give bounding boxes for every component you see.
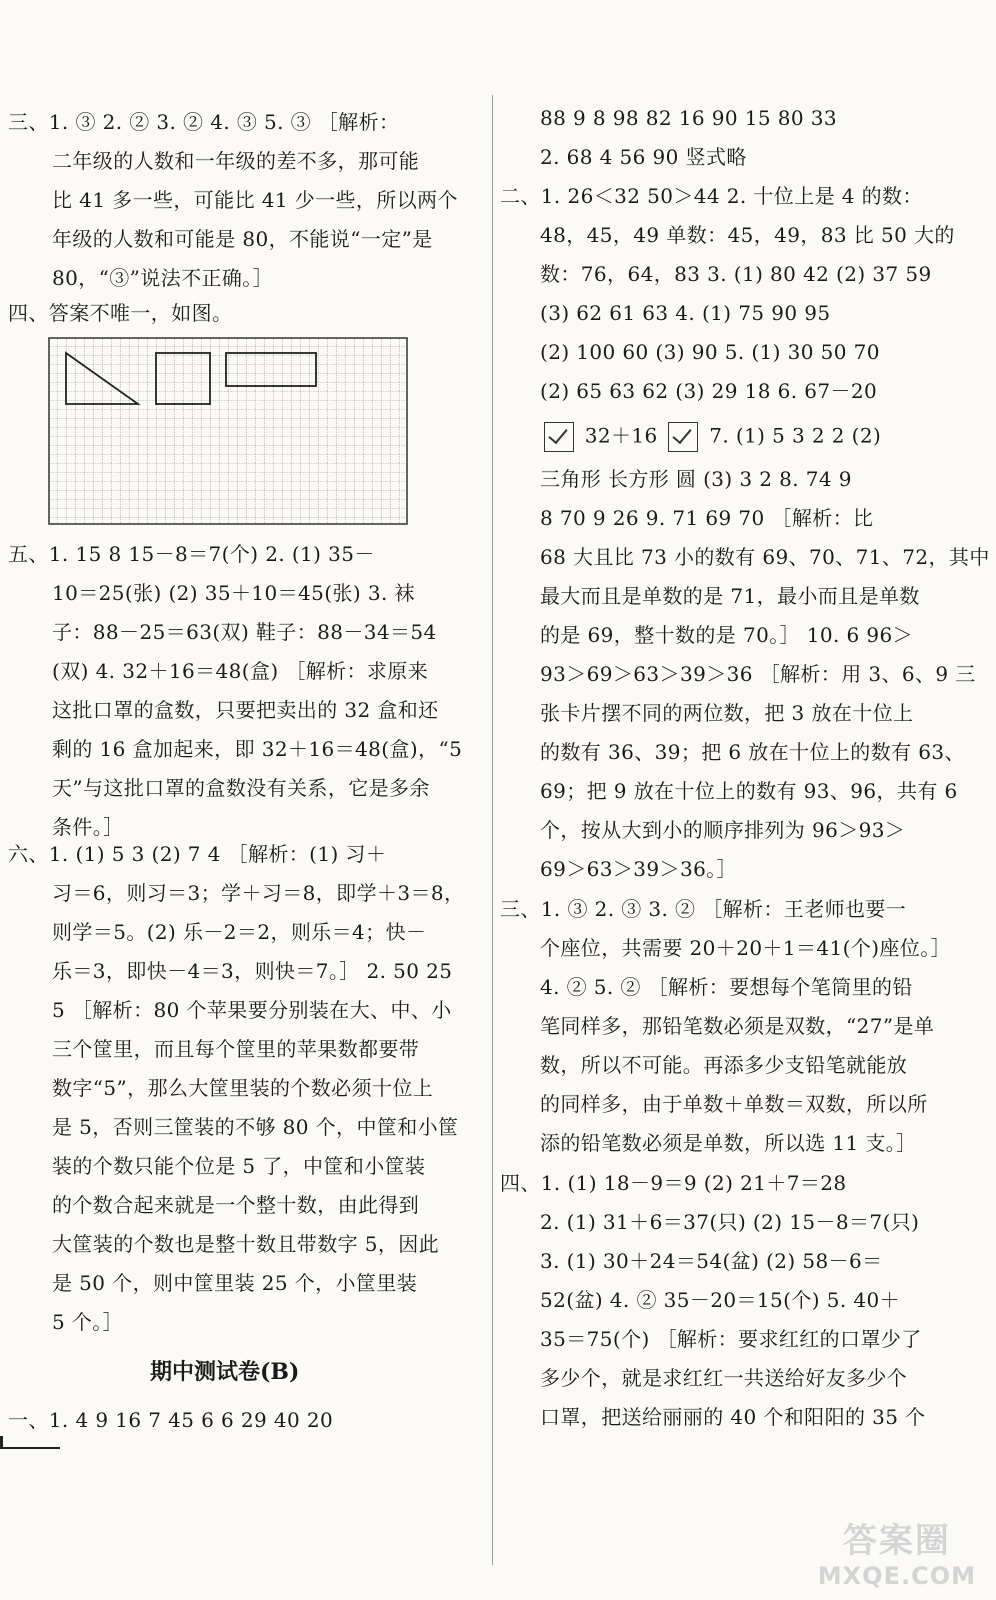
text-line: 69＞63＞39＞36。］: [540, 857, 737, 881]
text-line: 三、1. ③ 2. ③ 3. ② ［解析：王老师也要一: [500, 897, 907, 921]
text-line: 比 41 多一些，可能比 41 少一些，所以两个: [52, 188, 458, 212]
text-line: 一、1. 4 9 16 7 45 6 6 29 40 20: [8, 1408, 334, 1432]
text-line: 笔同样多，那铅笔数必须是双数，“27”是单: [540, 1014, 935, 1038]
text-line: (3) 62 61 63 4. (1) 75 90 95: [540, 301, 831, 325]
text-line: 条件。］: [52, 815, 124, 839]
text-line: 三、1. ③ 2. ② 3. ② 4. ③ 5. ③ ［解析：: [8, 110, 400, 134]
watermark-logo: 答案圈: [842, 1521, 951, 1561]
text-line: 五、1. 15 8 15－8＝7(个) 2. (1) 35－: [8, 542, 375, 566]
text-line: 大筐装的个数也是整十数且带数字 5，因此: [52, 1232, 440, 1256]
text-line: 习＝6，则习＝3；学＋习＝8，即学＋3＝8，: [52, 881, 465, 905]
site-watermark: [818, 1513, 976, 1590]
text-line: 四、答案不唯一，如图。: [8, 301, 233, 325]
section-heading: 期中测试卷(B): [150, 1359, 300, 1385]
check-line-middle: 32＋16: [584, 423, 658, 448]
text-line: 多少个，就是求红红一共送给好友多少个: [540, 1366, 908, 1390]
text-line: 93＞69＞63＞39＞36 ［解析：用 3、6、9 三: [540, 662, 976, 686]
text-line: 的数有 36、39；把 6 放在十位上的数有 63、: [540, 740, 965, 764]
text-line: 三角形 长方形 圆 (3) 3 2 8. 74 9: [540, 467, 852, 491]
text-line: 数，所以不可能。再添多少支铅笔就能放: [540, 1053, 908, 1077]
text-line: 69；把 9 放在十位上的数有 93、96，共有 6: [540, 779, 958, 803]
text-line: 四、1. (1) 18－9＝9 (2) 21＋7＝28: [500, 1171, 847, 1195]
watermark-url: MXQE.COM: [817, 1562, 976, 1590]
text-line: 8 70 9 26 9. 71 69 70 ［解析：比: [540, 506, 874, 530]
text-line: 张卡片摆不同的两位数，把 3 放在十位上: [540, 701, 914, 725]
text-line: 最大而且是单数的是 71，最小而且是单数: [540, 584, 920, 608]
text-line: 的个数合起来就是一个整十数，由此得到: [52, 1193, 420, 1217]
text-line: 2. 68 4 56 90 竖式略: [540, 145, 747, 169]
text-line: 5 ［解析：80 个苹果要分别装在大、中、小: [52, 998, 452, 1022]
text-line: 52(盆) 4. ② 35－20＝15(个) 5. 40＋: [540, 1288, 901, 1312]
text-line: 装的个数只能个位是 5 了，中筐和小筐装: [52, 1154, 426, 1178]
text-line: (2) 65 63 62 (3) 29 18 6. 67－20: [540, 379, 878, 403]
text-line: 口罩，把送给丽丽的 40 个和阳阳的 35 个: [540, 1405, 926, 1429]
text-line: 二年级的人数和一年级的差不多，那可能: [52, 149, 420, 173]
bottom-rule: [0, 1447, 60, 1449]
grid-drawing: [48, 337, 410, 527]
text-line: 添的铅笔数必须是单数，所以选 11 支。］: [540, 1131, 917, 1155]
text-line: (双) 4. 32＋16＝48(盒) ［解析：求原来: [52, 659, 429, 683]
text-line: 的是 69，整十数的是 70。］ 10. 6 96＞: [540, 623, 914, 647]
text-line: 乐＝3，即快－4＝3，则快＝7。］ 2. 50 25: [52, 959, 453, 983]
column-divider: [492, 95, 493, 1565]
checkbox-checked-icon: [544, 422, 574, 452]
text-line: 是 50 个，则中筐里装 25 个，小筐里装: [52, 1271, 418, 1295]
text-line: 68 大且比 73 小的数有 69、70、71、72，其中: [540, 545, 990, 569]
text-line: 六、1. (1) 5 3 (2) 7 4 ［解析：(1) 习＋: [8, 842, 387, 866]
text-line: 三个筐里，而且每个筐里的苹果数都要带: [52, 1037, 420, 1061]
text-line: (2) 100 60 (3) 90 5. (1) 30 50 70: [540, 340, 880, 364]
checkbox-checked-icon: [668, 422, 698, 452]
check-line-tail: 7. (1) 5 3 2 2 (2): [709, 423, 882, 448]
text-line: 5 个。］: [52, 1310, 124, 1334]
text-line: 数：76，64，83 3. (1) 80 42 (2) 37 59: [540, 262, 932, 286]
text-line: 二、1. 26＜32 50＞44 2. 十位上是 4 的数：: [500, 184, 923, 208]
text-line: 则学＝5。(2) 乐－2＝2，则乐＝4；快－: [52, 920, 427, 944]
check-line: [540, 422, 881, 452]
text-line: 4. ② 5. ② ［解析：要想每个笔筒里的铅: [540, 975, 913, 999]
text-line: 剩的 16 盒加起来，即 32＋16＝48(盒)，“5: [52, 737, 463, 761]
text-line: 88 9 8 98 82 16 90 15 80 33: [540, 106, 838, 130]
text-line: 年级的人数和可能是 80，不能说“一定”是: [52, 227, 433, 251]
text-line: 个，按从大到小的顺序排列为 96＞93＞: [540, 818, 906, 842]
text-line: 个座位，共需要 20＋20＋1＝41(个)座位。］: [540, 936, 952, 960]
text-line: 10＝25(张) (2) 35＋10＝45(张) 3. 袜: [52, 581, 415, 605]
text-line: 这批口罩的盒数，只要把卖出的 32 盒和还: [52, 698, 439, 722]
text-line: 3. (1) 30＋24＝54(盆) (2) 58－6＝: [540, 1249, 883, 1273]
text-line: 35＝75(个) ［解析：要求红红的口罩少了: [540, 1327, 922, 1351]
answer-grid-figure: [48, 337, 410, 531]
text-line: 80，“③”说法不正确。］: [52, 266, 274, 290]
text-line: 天”与这批口罩的盒数没有关系，它是多余: [52, 776, 430, 800]
text-line: 是 5，否则三筐装的不够 80 个，中筐和小筐: [52, 1115, 459, 1139]
text-line: 48，45，49 单数：45，49，83 比 50 大的: [540, 223, 955, 247]
text-line: 2. (1) 31＋6＝37(只) (2) 15－8＝7(只): [540, 1210, 920, 1234]
text-line: 子：88－25＝63(双) 鞋子：88－34＝54: [52, 620, 437, 644]
text-line: 数字“5”，那么大筐里装的个数必须十位上: [52, 1076, 434, 1100]
text-line: 的同样多，由于单数＋单数＝双数，所以所: [540, 1092, 928, 1116]
